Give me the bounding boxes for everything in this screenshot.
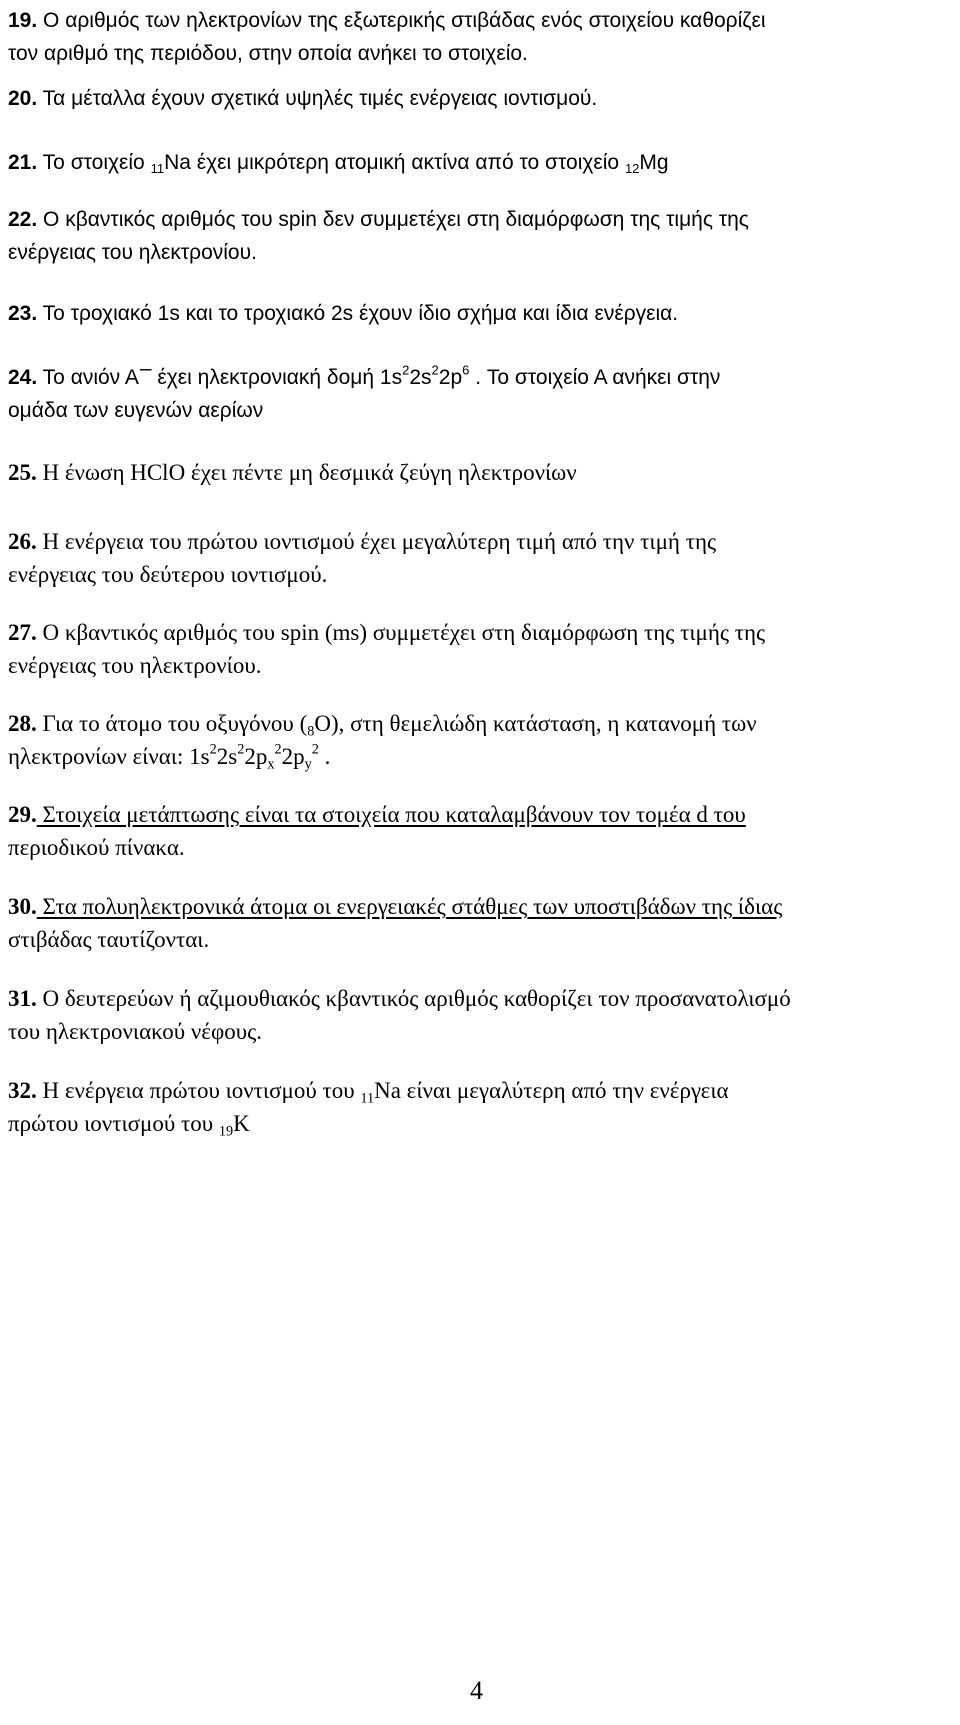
statement-text: . (318, 744, 331, 769)
atomic-number: 8 (307, 723, 315, 740)
statement-31-line-2: του ηλεκτρονιακού νέφους. (8, 1019, 262, 1044)
statement-text: Για το άτομο του οξυγόνου ( (36, 711, 308, 736)
charge-sign: – (139, 357, 152, 380)
orbital-axis: x (267, 756, 275, 773)
statement-text: Ο κβαντικός αριθμός του spin δεν συμμετέχει στη διαμόρφωση της τιμής της (37, 208, 749, 231)
electron-count: 2 (431, 362, 439, 378)
statement-number: 32. (8, 1078, 37, 1103)
statement-number: 25. (8, 460, 37, 485)
electron-count: 6 (462, 362, 470, 378)
statement-text: Το στοιχείο (37, 151, 151, 174)
statement-text: έχει μικρότερη ατομική ακτίνα από το στοιχείο (190, 151, 625, 174)
statement-text: Στοιχεία μετάπτωσης είναι τα στοιχεία που καταλαμβάνουν τον τομέα d του (36, 802, 746, 827)
element-symbol: Mg (639, 151, 669, 174)
statement-text: Η ενέργεια πρώτου ιοντισμού του (36, 1078, 361, 1103)
statement-31 (8, 982, 938, 1048)
statement-text: Τα μέταλλα έχουν σχετικά υψηλές τιμές ενέργειας ιοντισμού. (37, 87, 598, 110)
statement-number: 20. (8, 87, 38, 110)
statement-19-line-1 (8, 4, 938, 37)
electron-count: 2 (209, 741, 217, 758)
statement-23 (8, 297, 938, 330)
statement-text: πρώτου ιοντισμού του (8, 1111, 219, 1136)
statement-28 (8, 707, 938, 773)
statement-25 (8, 456, 938, 489)
statement-29-line-2: περιοδικού πίνακα. (8, 835, 185, 860)
electron-count: 2 (402, 362, 410, 378)
statement-24 (8, 357, 938, 427)
orbital: 2p (244, 744, 268, 769)
statement-text: είναι μεγαλύτερη από την ενέργεια (400, 1078, 729, 1103)
statement-number: 23. (8, 302, 38, 325)
statement-text: ηλεκτρονίων είναι: 1s (8, 744, 210, 769)
statement-text: Η ένωση HClO έχει πέντε μη δεσμικά ζεύγη ηλεκτρονίων (36, 460, 577, 485)
statement-text: Ο δευτερεύων ή αζιμουθιακός κβαντικός αριθμός καθορίζει τον προσανατολισμό (36, 986, 791, 1011)
statement-number: 24. (8, 366, 38, 389)
statement-text: Το τροχιακό 1s και το τροχιακό 2s έχουν ίδιο σχήμα και ίδια ενέργεια. (37, 302, 679, 325)
statement-29 (8, 798, 938, 864)
statement-text: . Το στοιχείο Α ανήκει στην (469, 366, 721, 389)
statement-19-line-2: τον αριθμό της περιόδου, στην οποία ανήκει το στοιχείο. (8, 42, 528, 65)
statement-20 (8, 82, 938, 115)
statement-22-line-2: ενέργειας του ηλεκτρονίου. (8, 241, 257, 264)
statement-number: 30. (8, 894, 37, 919)
element-symbol: Na (374, 1078, 401, 1103)
statement-number: 27. (8, 620, 37, 645)
statement-32-line-2 (8, 1107, 938, 1140)
atomic-number: 11 (360, 1090, 375, 1107)
orbital: 2s (216, 744, 238, 769)
statement-19 (8, 4, 938, 70)
statement-32 (8, 1074, 938, 1140)
page-number: 4 (470, 1676, 483, 1705)
orbital-axis: y (304, 756, 312, 773)
statement-number: 31. (8, 986, 37, 1011)
atomic-number: 19 (218, 1123, 234, 1140)
statement-text: O), στη θεμελιώδη κατάσταση, η κατανομή των (314, 711, 757, 736)
statement-number: 21. (8, 151, 38, 174)
statement-text: Στα πολυηλεκτρονικά άτομα οι ενεργειακές στάθμες των υποστιβάδων της ίδιας (36, 894, 783, 919)
element-symbol: Na (164, 151, 191, 174)
statement-30-line-2: στιβάδας ταυτίζονται. (8, 927, 210, 952)
electron-count: 2 (311, 741, 319, 758)
statement-number: 28. (8, 711, 37, 736)
atomic-number: 11 (150, 160, 165, 176)
statement-26-line-2: ενέργειας του δεύτερου ιοντισμού. (8, 562, 328, 587)
statement-text: Η ενέργεια του πρώτου ιοντισμού έχει μεγαλύτερη τιμή από την τιμή της (36, 529, 717, 554)
statement-27-line-2: ενέργειας του ηλεκτρονίου. (8, 653, 262, 678)
electron-count: 2 (274, 741, 282, 758)
statement-number: 22. (8, 208, 38, 231)
statement-text: Το ανιόν Α (37, 366, 139, 389)
statement-22 (8, 203, 938, 269)
statement-21 (8, 146, 938, 179)
statement-number: 29. (8, 802, 37, 827)
statement-30 (8, 890, 938, 956)
statement-number: 19. (8, 9, 38, 32)
electron-count: 2 (237, 741, 245, 758)
atomic-number: 12 (624, 160, 640, 176)
element-symbol: K (233, 1111, 250, 1136)
orbital: 2s (409, 366, 432, 389)
statement-text: Ο αριθμός των ηλεκτρονίων της εξωτερικής στιβάδας ενός στοιχείου καθορίζει (37, 9, 766, 32)
statement-27 (8, 616, 938, 682)
statement-24-line-2: ομάδα των ευγενών αερίων (8, 399, 264, 422)
orbital: 2p (438, 366, 463, 389)
statement-26 (8, 525, 938, 591)
statement-28-line-2 (8, 740, 938, 773)
statement-text: Ο κβαντικός αριθμός του spin (ms) συμμετέχει στη διαμόρφωση της τιμής της (36, 620, 766, 645)
statement-text: έχει ηλεκτρονιακή δομή 1s (151, 366, 403, 389)
statement-number: 26. (8, 529, 37, 554)
orbital: 2p (281, 744, 305, 769)
